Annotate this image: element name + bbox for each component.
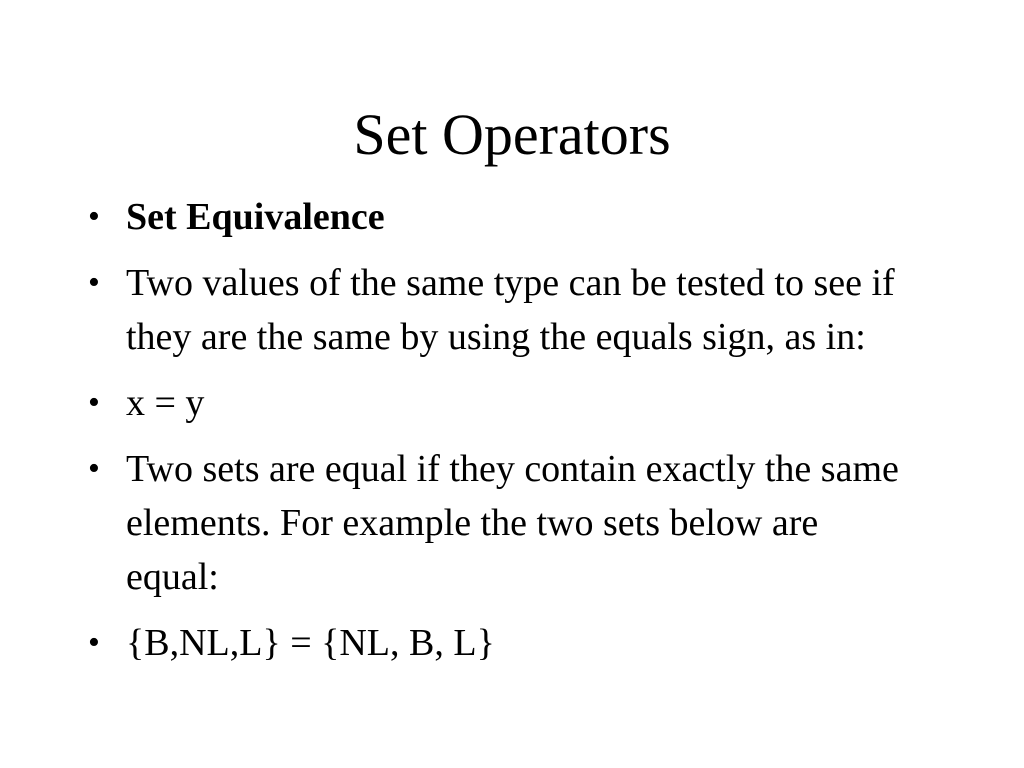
slide-title: Set Operators — [353, 102, 671, 167]
bullet-text: x = y — [126, 382, 205, 424]
bullet-icon: • — [88, 264, 100, 301]
bullet-item-set-equality-description — [88, 442, 908, 604]
bullet-text: Set Equivalence — [126, 196, 385, 238]
bullet-item-set-equivalence — [88, 190, 908, 244]
bullet-text: Two sets are equal if they contain exactly the same elements. For example the two sets below are equal: — [126, 448, 899, 598]
bullet-icon: • — [88, 384, 100, 421]
bullet-text: {B,NL,L} = {NL, B, L} — [126, 622, 495, 664]
bullet-item-equals-example — [88, 376, 908, 430]
bullet-list — [88, 190, 908, 682]
bullet-item-equals-description — [88, 256, 908, 364]
bullet-icon: • — [88, 624, 100, 661]
bullet-icon: • — [88, 450, 100, 487]
bullet-text: Two values of the same type can be tested to see if they are the same by using the equals sign, as in: — [126, 262, 895, 358]
bullet-item-set-equality-example — [88, 616, 908, 670]
bullet-icon: • — [88, 198, 100, 235]
